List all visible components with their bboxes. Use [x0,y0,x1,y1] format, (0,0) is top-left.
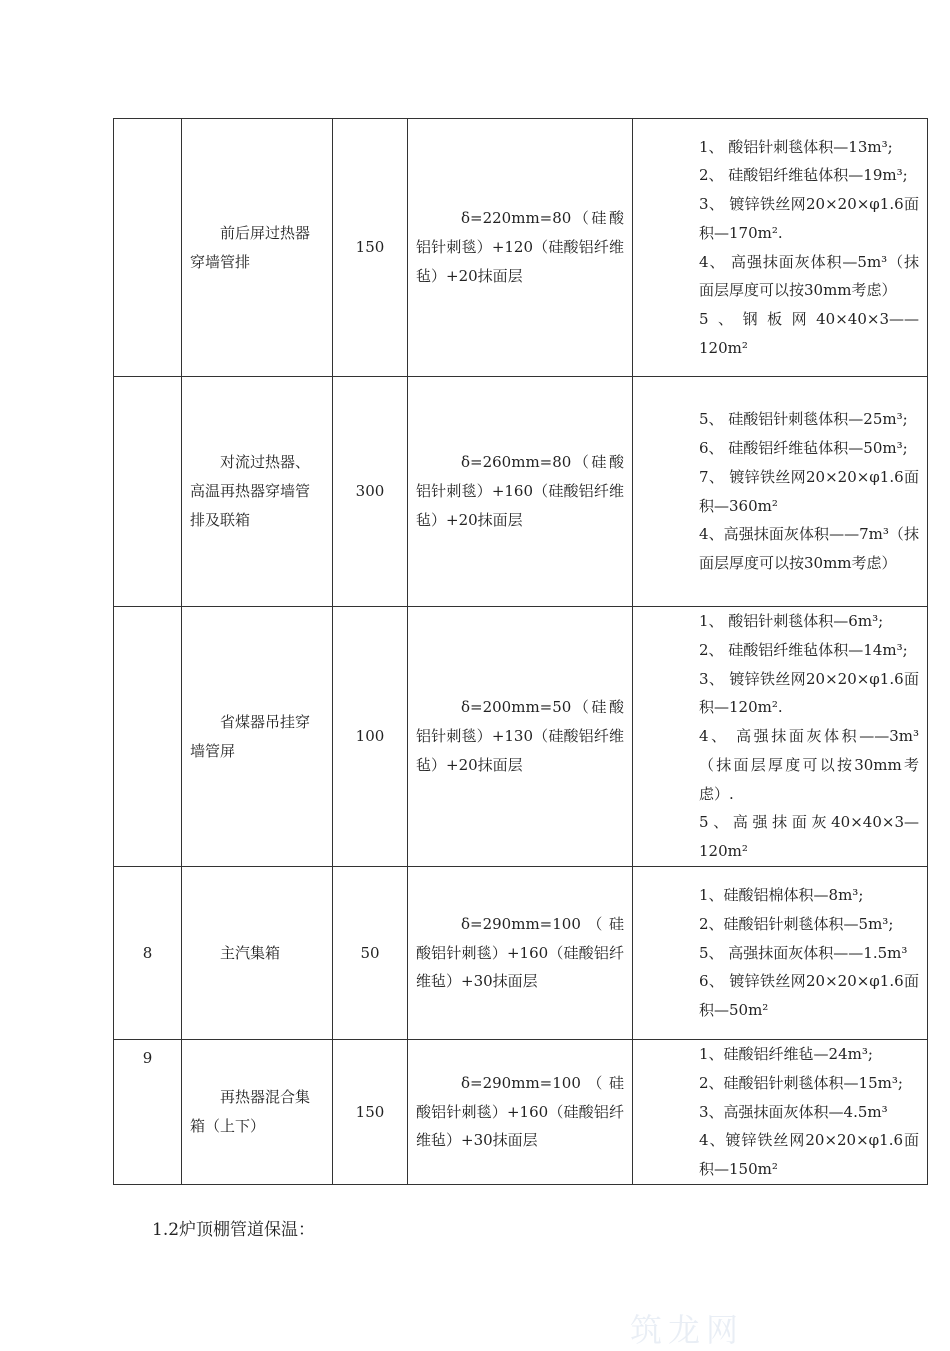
materials-list [633,377,928,607]
material-item: 4、 高强抹面灰体积——3m³（抹面层厚度可以按30mm考虑）. [699,727,919,803]
materials-list [633,867,928,1040]
material-item: 1、硅酸铝棉体积—8m³; [699,886,864,905]
material-item: 4、高强抹面灰体积——7m³（抹面层厚度可以按30mm考虑） [699,525,919,572]
material-item: 4、镀锌铁丝网20×20×φ1.6面积—150m² [699,1131,919,1179]
insulation-spec: δ=290mm=100（硅酸铝针刺毯）+160（硅酸铝纤维毡）+30抹面层 [408,1040,633,1185]
material-item: 2、硅酸铝针刺毯体积—5m³; [699,914,894,933]
component-name: 再热器混合集箱（上下） [182,1040,333,1185]
materials-list [633,607,928,867]
component-name: 主汽集箱 [182,867,333,1040]
table-row [114,1040,928,1185]
material-item: 5、 硅酸铝针刺毯体积—25m³; [699,410,908,429]
material-item: 5、钢板网40×40×3——120m² [699,309,919,357]
insulation-spec: δ=220mm=80（硅酸铝针刺毯）+120（硅酸铝纤维毡）+20抹面层 [408,119,633,377]
quantity-cell: 300 [333,377,408,607]
table-row [114,867,928,1040]
material-item: 7、 镀锌铁丝网20×20×φ1.6面积—360m² [699,467,919,515]
insulation-spec: δ=290mm=100（硅酸铝针刺毯）+160（硅酸铝纤维毡）+30抹面层 [408,867,633,1040]
row-number: 8 [114,867,182,1040]
material-item: 1、硅酸铝纤维毡—24m³; [699,1045,873,1064]
component-name: 前后屏过热器穿墙管排 [182,119,333,377]
quantity-cell: 150 [333,1040,408,1185]
component-name: 对流过热器、高温再热器穿墙管排及联箱 [182,377,333,607]
quantity-cell: 150 [333,119,408,377]
insulation-spec: δ=200mm=50（硅酸铝针刺毯）+130（硅酸铝纤维毡）+20抹面层 [408,607,633,867]
material-item: 6、 硅酸铝纤维毡体积—50m³; [699,439,908,458]
material-item: 4、 高强抹面灰体积—5m³（抹面层厚度可以按30mm考虑） [699,252,919,300]
row-number [114,377,182,607]
material-item: 6、 镀锌铁丝网20×20×φ1.6面积—50m² [699,972,919,1020]
material-item: 3、 镀锌铁丝网20×20×φ1.6面积—170m². [699,195,919,242]
material-item: 2、 硅酸铝纤维毡体积—19m³; [699,166,908,185]
material-item: 2、硅酸铝针刺毯体积—15m³; [699,1073,903,1092]
material-item: 2、 硅酸铝纤维毡体积—14m³; [699,641,908,660]
insulation-spec-table [113,118,928,1185]
material-item: 3、 镀锌铁丝网20×20×φ1.6面积—120m². [699,669,919,717]
quantity-cell: 100 [333,607,408,867]
materials-list [633,119,928,377]
section-heading: 1.2炉顶棚管道保温： [152,1220,316,1240]
material-item: 5、高强抹面灰40×40×3—120m² [699,813,919,860]
watermark: 筑龙网 [630,1311,745,1349]
material-item: 1、 酸铝针刺毯体积—13m³; [699,137,893,156]
table-row [114,119,928,377]
insulation-spec: δ=260mm=80（硅酸铝针刺毯）+160（硅酸铝纤维毡）+20抹面层 [408,377,633,607]
material-item: 5、 高强抹面灰体积——1.5m³ [699,943,908,962]
row-number: 9 [114,1040,182,1185]
materials-list [633,1040,928,1185]
component-name: 省煤器吊挂穿墙管屏 [182,607,333,867]
row-number [114,119,182,377]
material-item: 3、高强抹面灰体积—4.5m³ [699,1102,888,1121]
material-item: 1、 酸铝针刺毯体积—6m³; [699,612,884,631]
quantity-cell: 50 [333,867,408,1040]
table-row [114,607,928,867]
table-row [114,377,928,607]
row-number [114,607,182,867]
